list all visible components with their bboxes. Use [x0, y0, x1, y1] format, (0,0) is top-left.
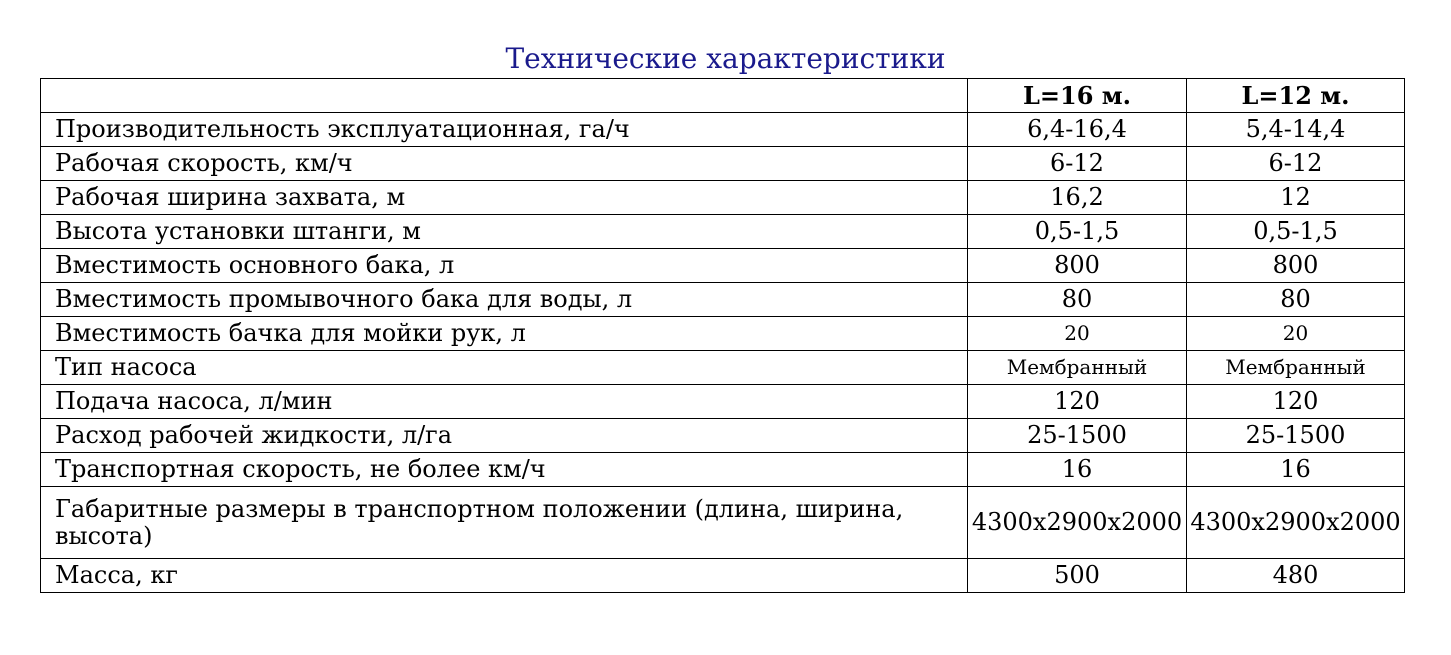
- row-value-l16: 25-1500: [968, 419, 1187, 453]
- table-row: [41, 385, 1405, 419]
- table-row: [41, 215, 1405, 249]
- row-param: Подача насоса, л/мин: [41, 385, 968, 419]
- row-value-l12: 25-1500: [1187, 419, 1405, 453]
- row-value-l12: 16: [1187, 453, 1405, 487]
- row-param: Транспортная скорость, не более км/ч: [41, 453, 968, 487]
- row-value-l16: 120: [968, 385, 1187, 419]
- row-value-l12: 12: [1187, 181, 1405, 215]
- row-param: Рабочая скорость, км/ч: [41, 147, 968, 181]
- table-row: [41, 351, 1405, 385]
- row-value-l16: 500: [968, 559, 1187, 593]
- row-value-l12: 20: [1187, 317, 1405, 351]
- specifications-table: [40, 78, 1405, 593]
- header-parameter: [41, 79, 968, 113]
- table-row: [41, 453, 1405, 487]
- row-param: Вместимость бачка для мойки рук, л: [41, 317, 968, 351]
- row-param: Расход рабочей жидкости, л/га: [41, 419, 968, 453]
- row-value-l12: 6-12: [1187, 147, 1405, 181]
- table-row: [41, 249, 1405, 283]
- row-value-l12: 480: [1187, 559, 1405, 593]
- table-row: [41, 419, 1405, 453]
- table-row: [41, 487, 1405, 559]
- row-value-l12: 120: [1187, 385, 1405, 419]
- row-value-l16: 800: [968, 249, 1187, 283]
- row-param: Производительность эксплуатационная, га/ч: [41, 113, 968, 147]
- row-value-l16: 6-12: [968, 147, 1187, 181]
- table-header-row: [41, 79, 1405, 113]
- table-row: [41, 283, 1405, 317]
- row-param: Масса, кг: [41, 559, 968, 593]
- row-value-l16: 16,2: [968, 181, 1187, 215]
- row-value-l16: 20: [968, 317, 1187, 351]
- row-param: Габаритные размеры в транспортном положении (длина, ширина, высота): [41, 487, 968, 559]
- table-row: [41, 147, 1405, 181]
- row-value-l16: 80: [968, 283, 1187, 317]
- row-value-l16: Мембранный: [968, 351, 1187, 385]
- header-l16: L=16 м.: [968, 79, 1187, 113]
- row-value-l16: 0,5-1,5: [968, 215, 1187, 249]
- row-value-l12: 80: [1187, 283, 1405, 317]
- header-l12: L=12 м.: [1187, 79, 1405, 113]
- row-value-l16: 4300x2900x2000: [968, 487, 1187, 559]
- row-value-l16: 16: [968, 453, 1187, 487]
- page-title: Технические характеристики: [505, 42, 946, 75]
- row-value-l12: 5,4-14,4: [1187, 113, 1405, 147]
- table-row: [41, 559, 1405, 593]
- table-row: [41, 181, 1405, 215]
- row-param: Вместимость основного бака, л: [41, 249, 968, 283]
- table-row: [41, 113, 1405, 147]
- table-row: [41, 317, 1405, 351]
- row-value-l12: Мембранный: [1187, 351, 1405, 385]
- row-value-l12: 0,5-1,5: [1187, 215, 1405, 249]
- row-param: Высота установки штанги, м: [41, 215, 968, 249]
- row-param: Тип насоса: [41, 351, 968, 385]
- row-value-l12: 4300x2900x2000: [1187, 487, 1405, 559]
- row-value-l12: 800: [1187, 249, 1405, 283]
- row-value-l16: 6,4-16,4: [968, 113, 1187, 147]
- row-param: Рабочая ширина захвата, м: [41, 181, 968, 215]
- row-param: Вместимость промывочного бака для воды, л: [41, 283, 968, 317]
